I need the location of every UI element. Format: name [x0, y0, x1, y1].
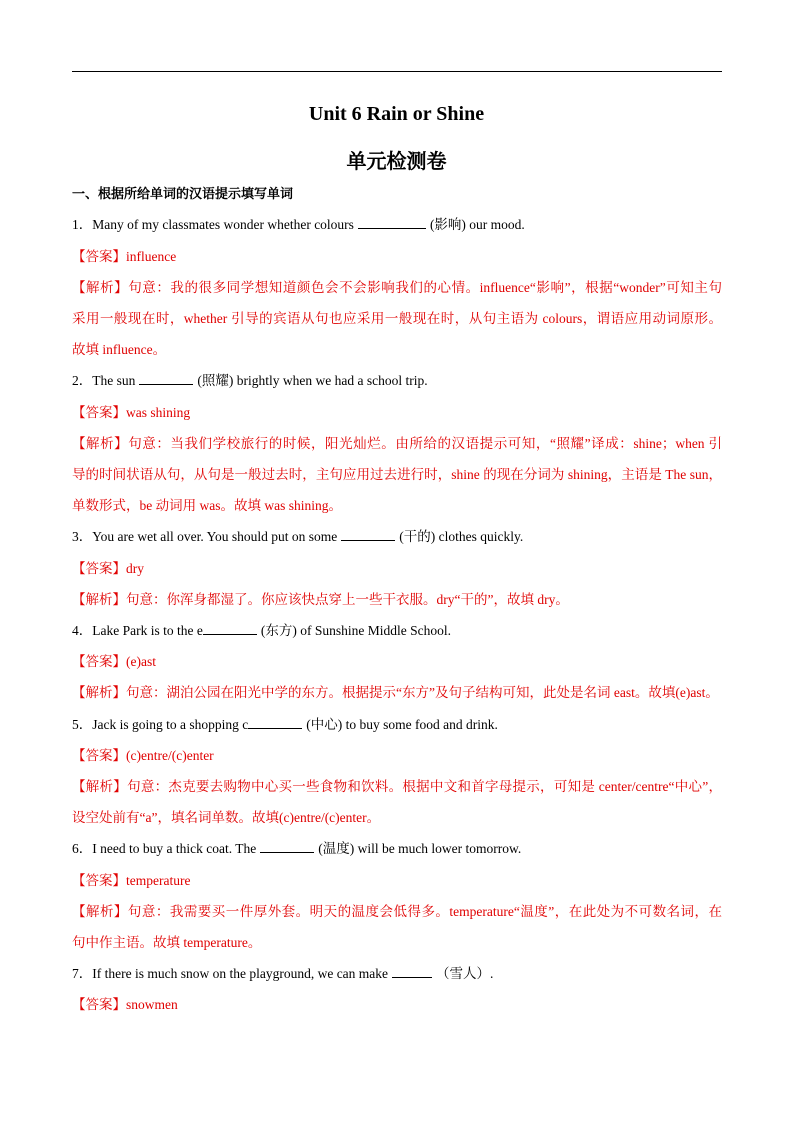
analysis-5-line-1: 【解析】句意：杰克要去购物中心买一些食物和饮料。根据中文和首字母提示，可知是 center/centre“中心”， — [72, 779, 723, 794]
answer-blank — [139, 372, 193, 385]
question-7: 7．If there is much snow on the playground, we can make （雪人）. — [72, 966, 494, 981]
question-5: 5．Jack is going to a shopping c (中心) to buy some food and drink. — [72, 717, 498, 732]
answer-1: 【答案】influence — [72, 249, 177, 264]
answer-blank — [260, 840, 314, 853]
analysis-5-line-2: 设空处前有“a”，填名词单数。故填(c)entre/(c)enter。 — [72, 810, 381, 825]
analysis-6-line-2: 句中作主语。故填 temperature。 — [72, 935, 262, 950]
question-4: 4．Lake Park is to the e (东方) of Sunshine Middle School. — [72, 623, 451, 638]
answer-3: 【答案】dry — [72, 561, 144, 576]
analysis-2-line-1: 【解析】句意：当我们学校旅行的时候，阳光灿烂。由所给的汉语提示可知，“照耀”译成：shine；when 引 — [72, 436, 722, 451]
page-subtitle: 单元检测卷 — [346, 149, 447, 173]
question-3: 3．You are wet all over. You should put on some (干的) clothes quickly. — [72, 529, 524, 544]
analysis-1-line-3: 故填 influence。 — [72, 342, 167, 357]
answer-4: 【答案】(e)ast — [72, 654, 156, 669]
answer-blank — [358, 216, 426, 229]
analysis-4-line-1: 【解析】句意：湖泊公园在阳光中学的东方。根据提示“东方”及句子结构可知，此处是名词 east。故填(e)ast。 — [72, 685, 719, 700]
answer-7: 【答案】snowmen — [72, 997, 178, 1012]
section-heading: 一、根据所给单词的汉语提示填写单词 — [72, 187, 294, 202]
answer-blank — [392, 965, 432, 978]
answer-blank — [203, 622, 257, 635]
analysis-2-line-2: 导的时间状语从句，从句是一般过去时，主句应用过去进行时，shine 的现在分词为 shining，主语是 The sun， — [72, 467, 722, 482]
header-rule — [72, 71, 722, 72]
analysis-1-line-1: 【解析】句意：我的很多同学想知道颜色会不会影响我们的心情。influence“影响”，根据“wonder”可知主句 — [72, 280, 722, 295]
page-title: Unit 6 Rain or Shine — [308, 103, 485, 125]
answer-6: 【答案】temperature — [72, 873, 191, 888]
answer-blank — [341, 528, 395, 541]
question-2: 2．The sun (照耀) brightly when we had a school trip. — [72, 373, 428, 388]
answer-blank — [248, 716, 302, 729]
question-6: 6．I need to buy a thick coat. The (温度) will be much lower tomorrow. — [72, 841, 522, 856]
analysis-1-line-2: 采用一般现在时，whether 引导的宾语从句也应采用一般现在时，从句主语为 colours，谓语应用动词原形。 — [72, 311, 722, 326]
answer-5: 【答案】(c)entre/(c)enter — [72, 748, 214, 763]
question-1: 1．Many of my classmates wonder whether colours (影响) our mood. — [72, 217, 525, 232]
analysis-6-line-1: 【解析】句意：我需要买一件厚外套。明天的温度会低得多。temperature“温度”，在此处为不可数名词，在 — [72, 904, 723, 919]
answer-2: 【答案】was shining — [72, 405, 191, 420]
analysis-2-line-3: 单数形式，be 动词用 was。故填 was shining。 — [72, 498, 342, 513]
analysis-3-line-1: 【解析】句意：你浑身都湿了。你应该快点穿上一些干衣服。dry“干的”，故填 dry。 — [72, 592, 569, 607]
